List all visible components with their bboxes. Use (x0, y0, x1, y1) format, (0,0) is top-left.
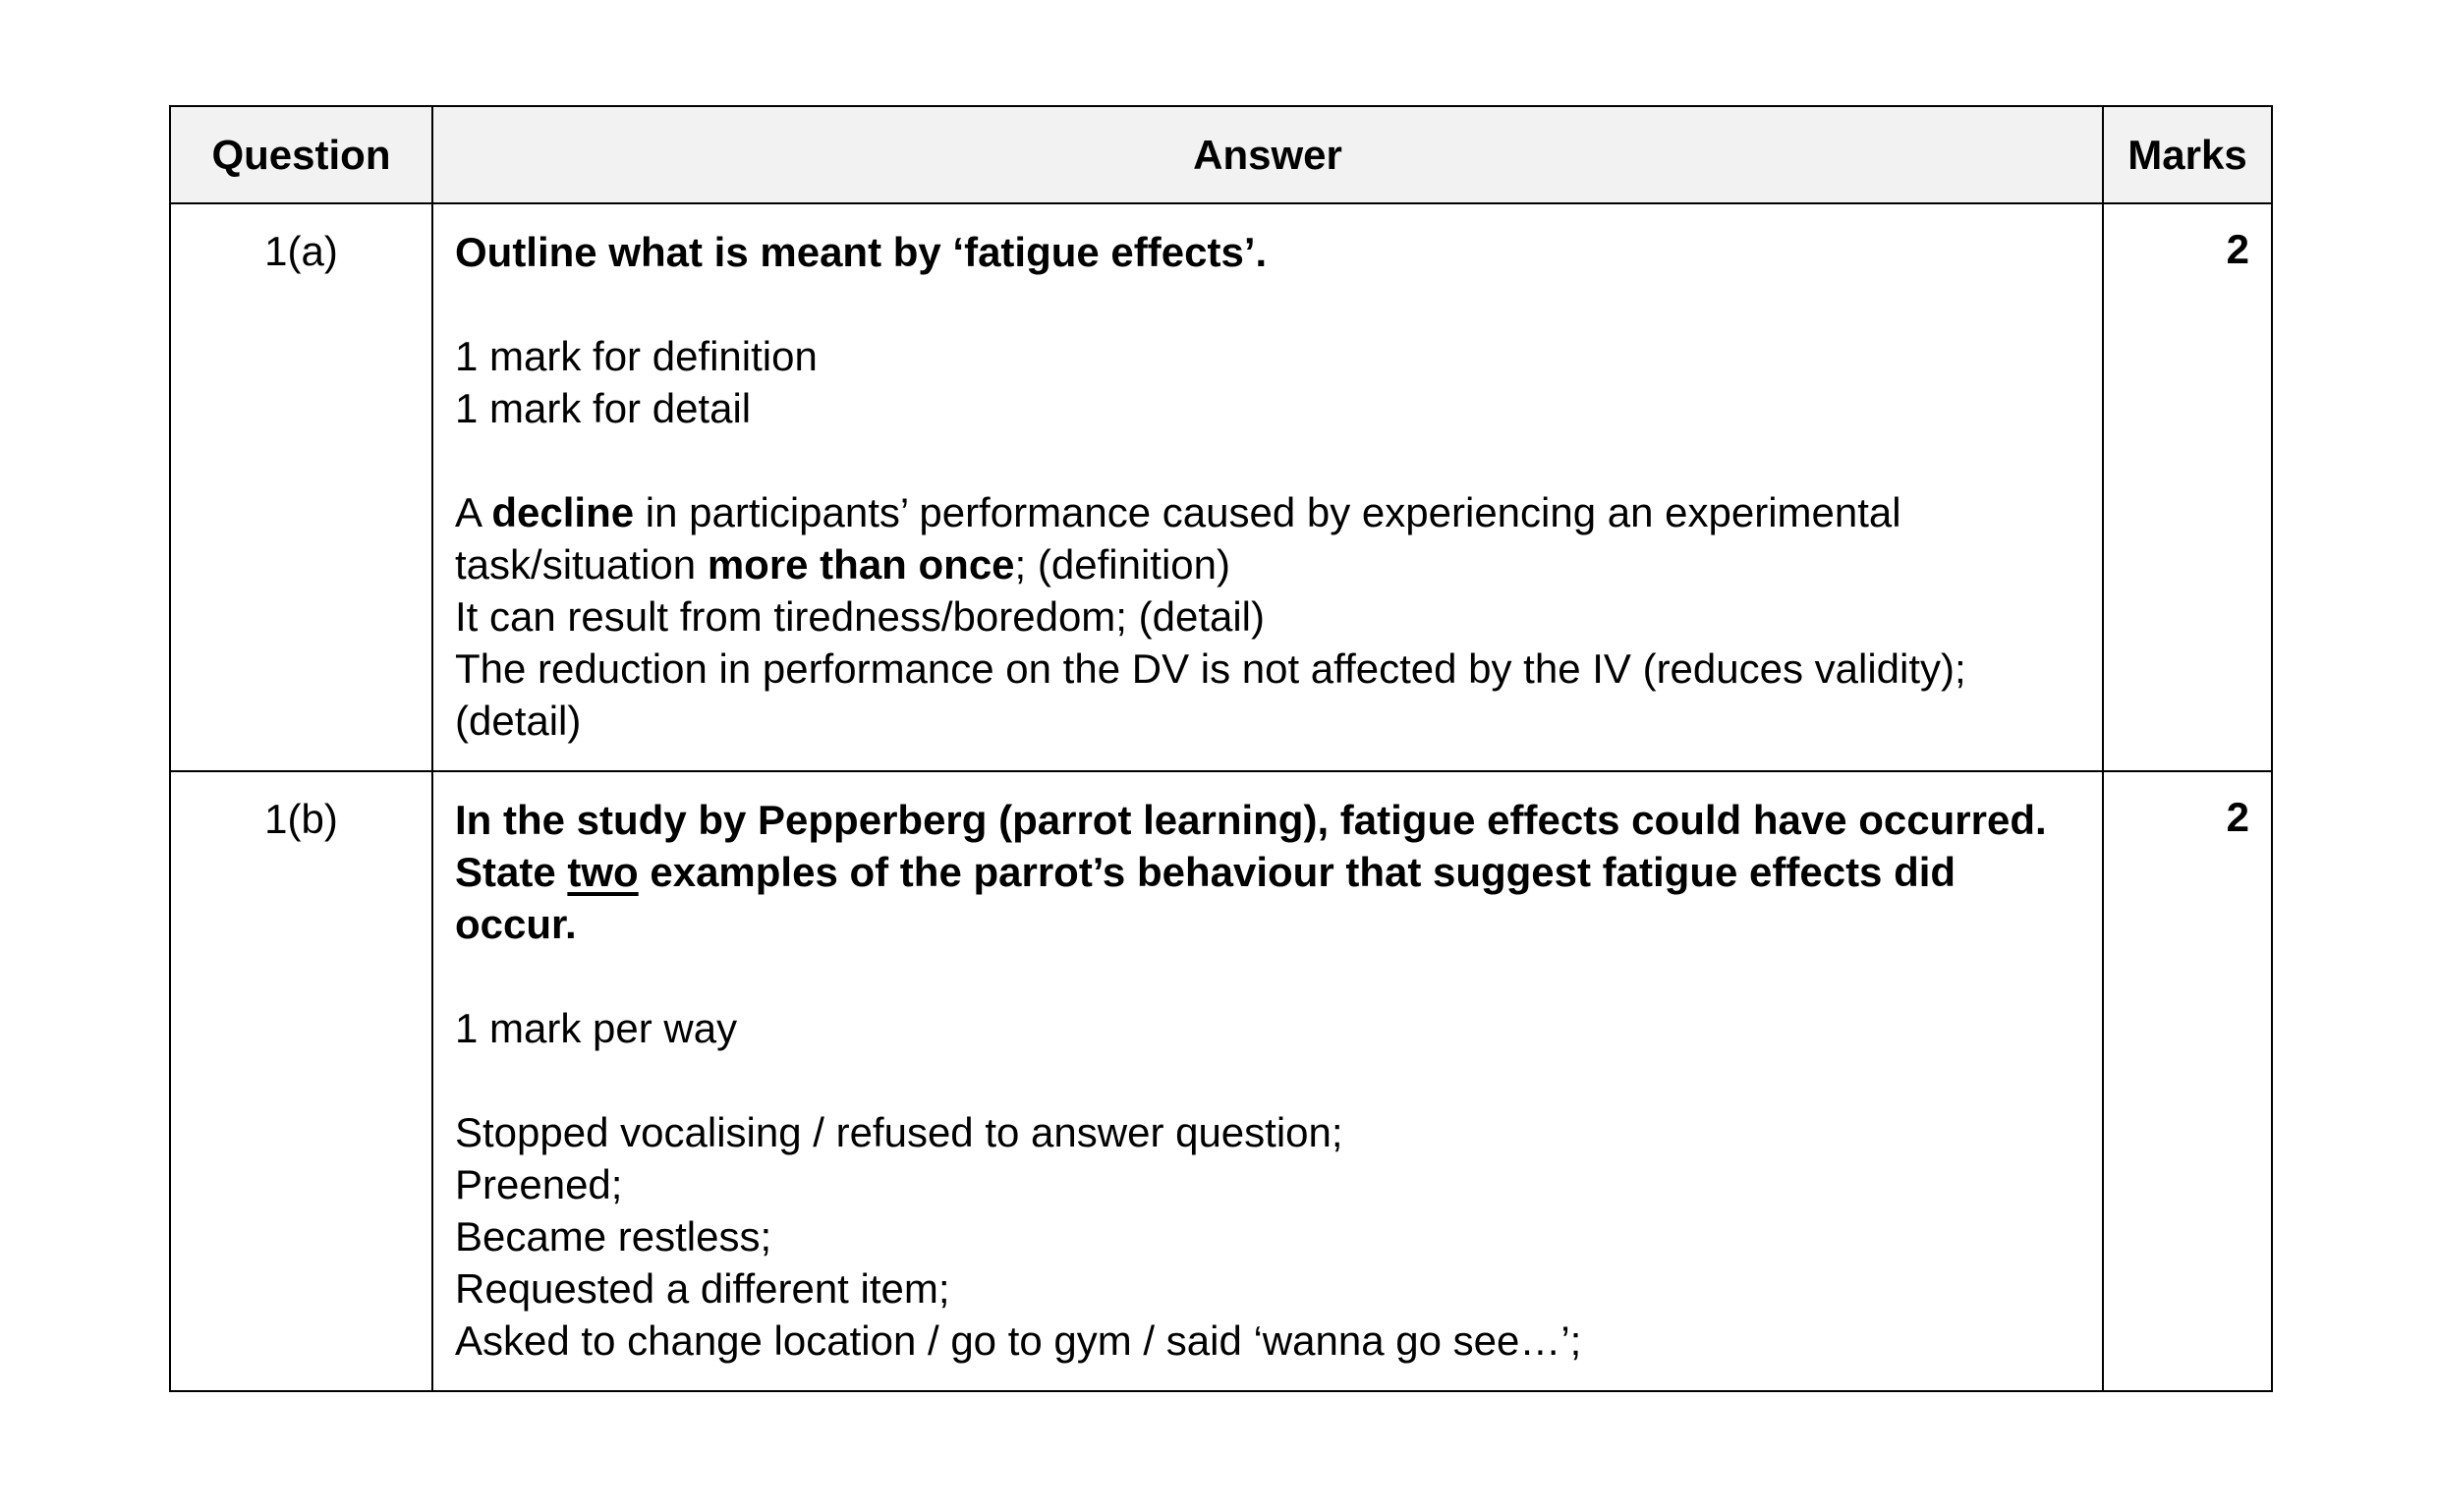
mark-guidance: 1 mark for definition (455, 333, 818, 379)
answer-point: It can result from tiredness/boredom; (detail) (455, 593, 1266, 640)
mark-guidance: 1 mark per way (455, 1005, 738, 1051)
question-prompt: Outline what is meant by ‘fatigue effects’. (455, 229, 1268, 275)
answer-point: The reduction in performance on the DV is not affected by the IV (reduces validity); (detail) (455, 645, 1978, 744)
question-number: 1(b) (170, 771, 432, 1391)
answer-cell (432, 771, 2103, 1391)
keyword: more than once (707, 541, 1015, 588)
table-row (170, 203, 2272, 771)
question-column-header: Question (170, 106, 432, 203)
question-prompt: State two examples of the parrot’s behaviour that suggest fatigue effects did occur. (455, 849, 1967, 947)
header-row (170, 106, 2272, 203)
answer-point: Asked to change location / go to gym / said ‘wanna go see…’; (455, 1317, 1582, 1364)
answer-point: Requested a different item; (455, 1265, 950, 1312)
marks-column-header: Marks (2103, 106, 2272, 203)
mark-scheme-table (169, 105, 2273, 1392)
question-prompt: In the study by Pepperberg (parrot learning), fatigue effects could have occurred. (455, 797, 2047, 843)
answer-column-header: Answer (432, 106, 2103, 203)
mark-guidance: 1 mark for detail (455, 385, 752, 431)
answer-point: Preened; (455, 1161, 623, 1207)
answer-point: Became restless; (455, 1213, 772, 1260)
answer-cell (432, 203, 2103, 771)
answer-point: A decline in participants’ performance caused by experiencing an experimental task/situation more than once; (definition) (455, 489, 1913, 588)
question-number: 1(a) (170, 203, 432, 771)
keyword: decline (491, 489, 635, 535)
marks-value: 2 (2103, 203, 2272, 771)
table-row (170, 771, 2272, 1391)
emphasis-underline: two (567, 849, 639, 895)
answer-point: Stopped vocalising / refused to answer question; (455, 1109, 1343, 1155)
marks-value: 2 (2103, 771, 2272, 1391)
